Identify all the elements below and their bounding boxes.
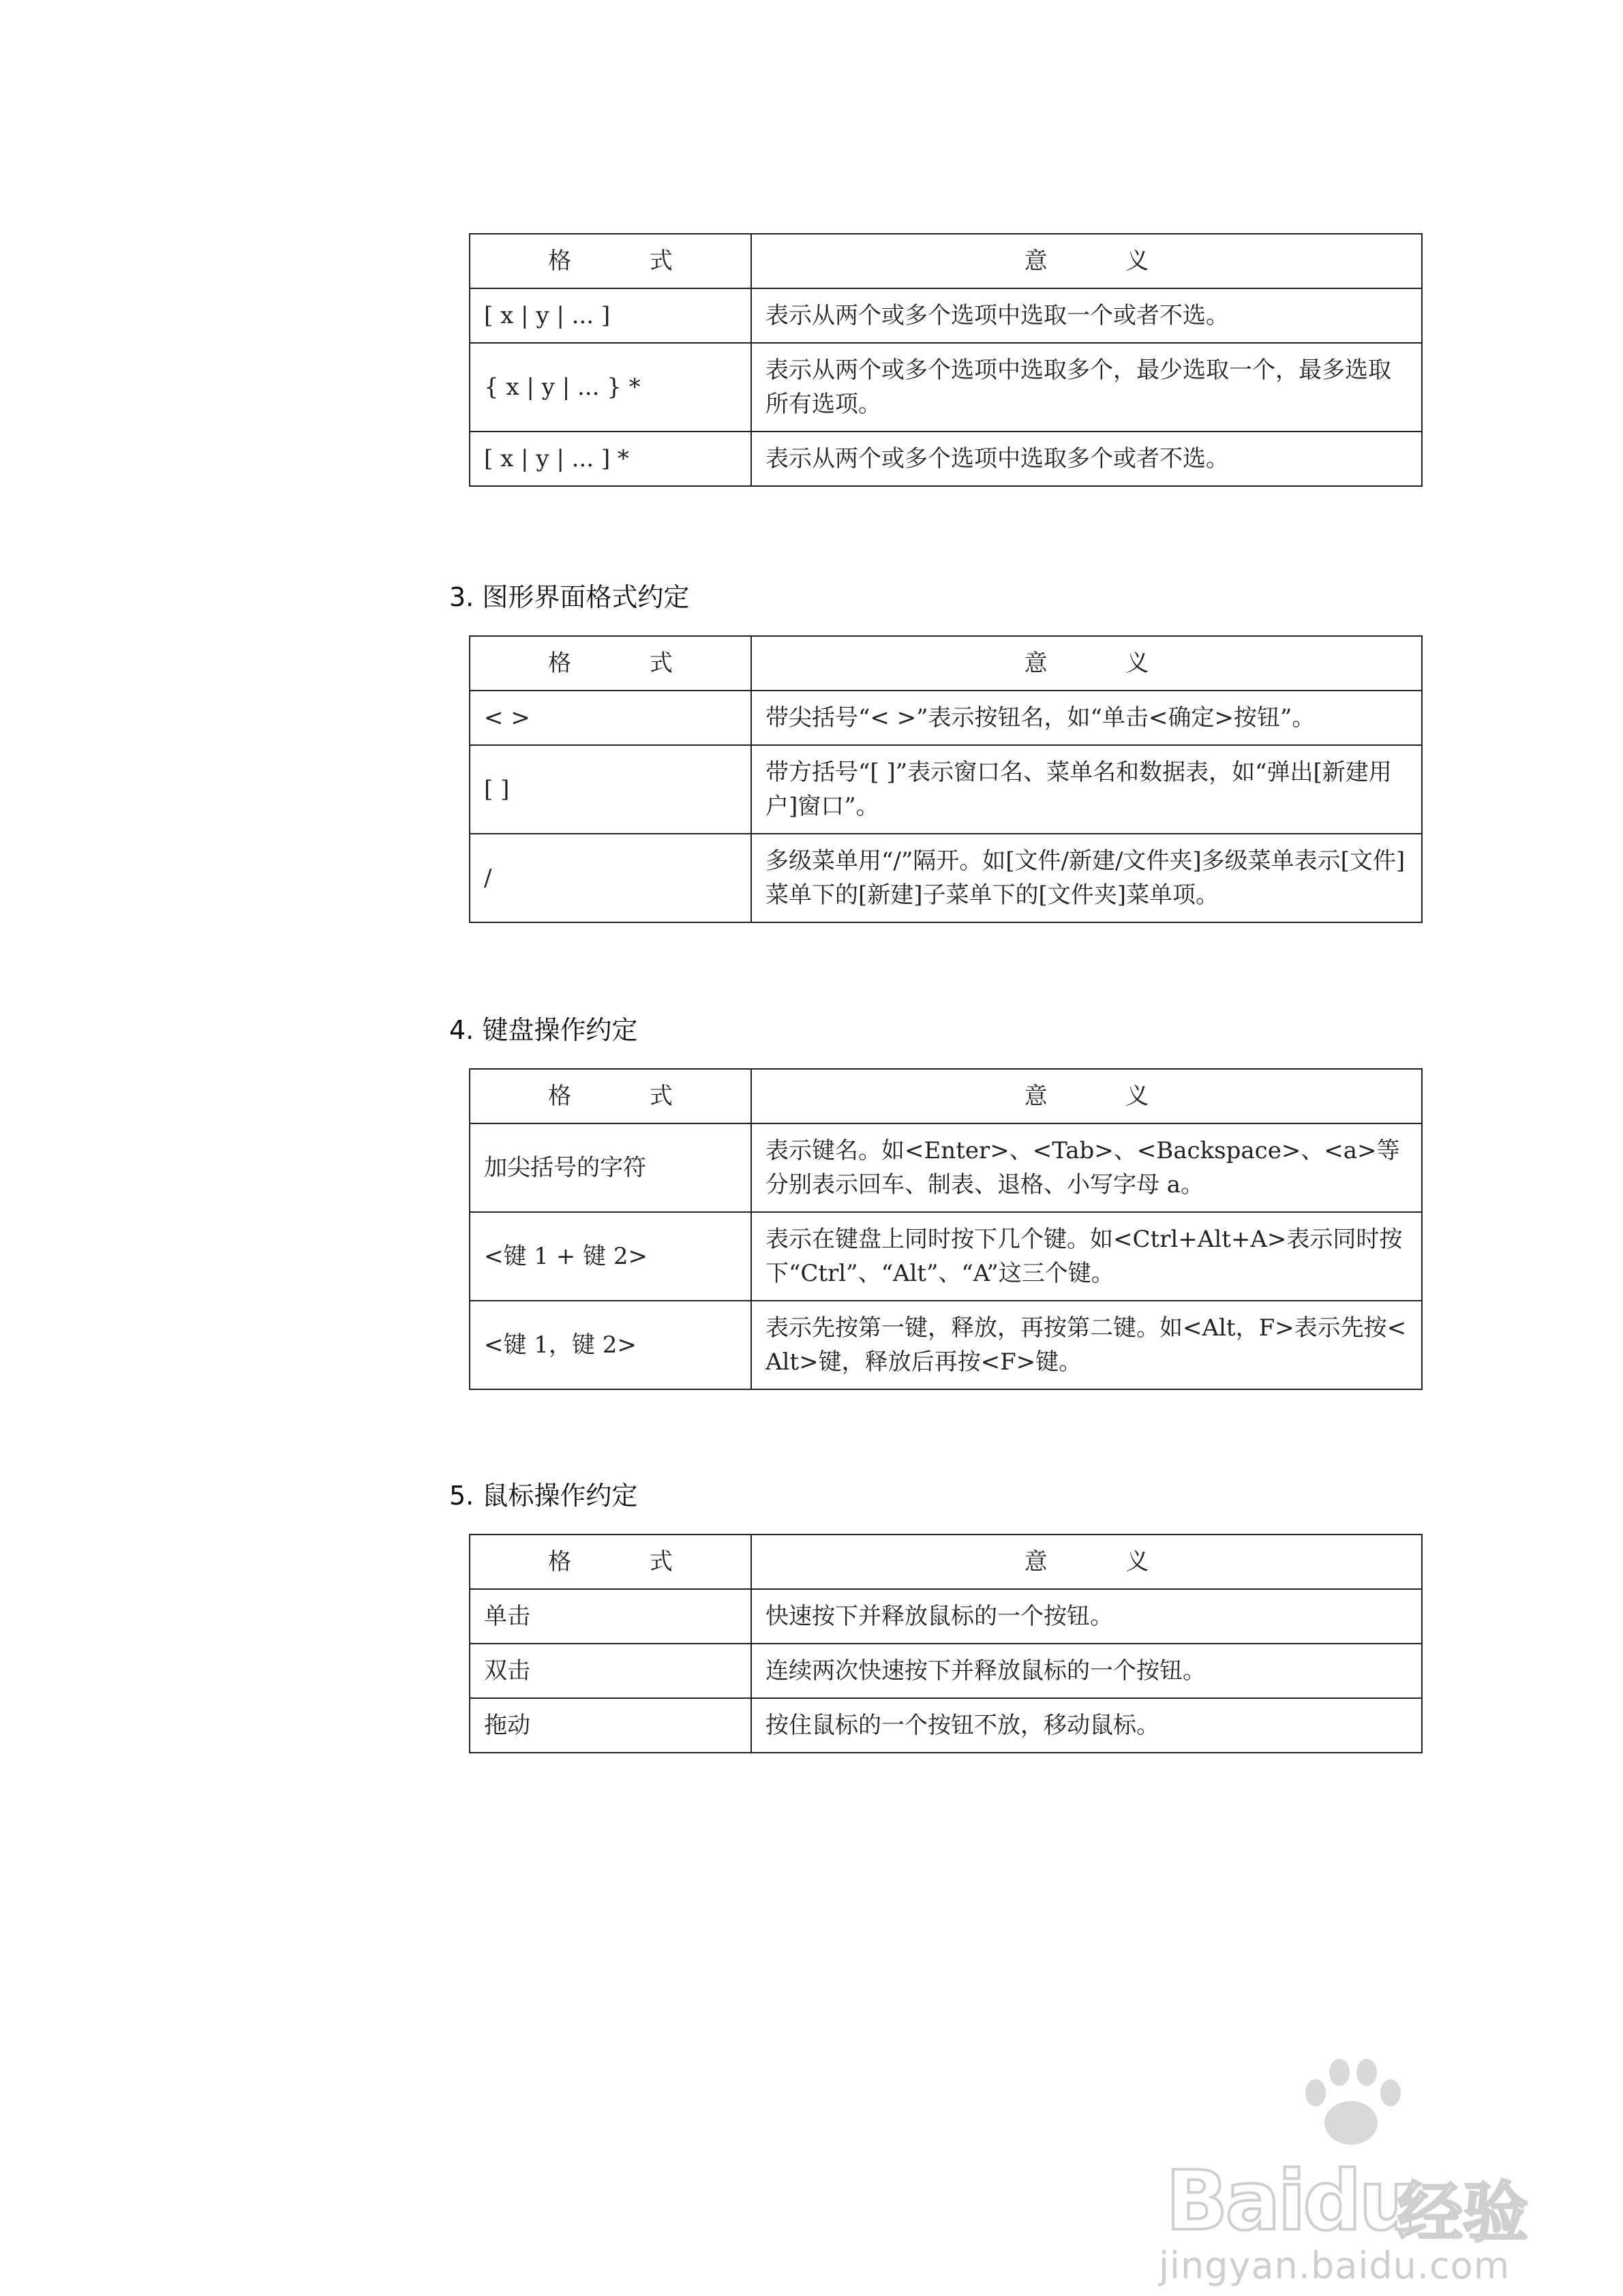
section-title-keyboard: 4. 键盘操作约定 bbox=[449, 1015, 638, 1045]
header-format: 格 式 bbox=[470, 1535, 751, 1589]
table-row bbox=[470, 1644, 1422, 1698]
watermark-brand: Baidu bbox=[1166, 2154, 1414, 2249]
cell-meaning: 快速按下并释放鼠标的一个按钮。 bbox=[751, 1589, 1422, 1644]
cell-meaning: 多级菜单用“/”隔开。如[文件/新建/文件夹]多级菜单表示[文件]菜单下的[新建]子菜单下的[文件夹]菜单项。 bbox=[751, 834, 1422, 922]
cell-meaning: 表示从两个或多个选项中选取多个或者不选。 bbox=[751, 432, 1422, 486]
cell-meaning: 带方括号“[ ]”表示窗口名、菜单名和数据表，如“弹出[新建用户]窗口”。 bbox=[751, 745, 1422, 834]
table-row bbox=[470, 1123, 1422, 1212]
cell-format: { x | y | ... } * bbox=[470, 343, 751, 432]
header-meaning: 意 义 bbox=[751, 636, 1422, 691]
table-header-row bbox=[470, 234, 1422, 288]
cell-format: [ ] bbox=[470, 745, 751, 834]
table-header-row bbox=[470, 636, 1422, 691]
table-row bbox=[470, 432, 1422, 486]
cell-format: < > bbox=[470, 691, 751, 745]
cell-format: 单击 bbox=[470, 1589, 751, 1644]
syntax-conventions-table bbox=[469, 233, 1423, 487]
cell-format: 拖动 bbox=[470, 1698, 751, 1753]
cell-format: <键 1 + 键 2> bbox=[470, 1212, 751, 1301]
watermark-cn: 经验 bbox=[1397, 2175, 1528, 2251]
keyboard-conventions-table bbox=[469, 1068, 1423, 1390]
gui-conventions-table bbox=[469, 635, 1423, 923]
table-row bbox=[470, 1301, 1422, 1389]
cell-meaning: 表示从两个或多个选项中选取多个，最少选取一个，最多选取所有选项。 bbox=[751, 343, 1422, 432]
section-title-gui: 3. 图形界面格式约定 bbox=[449, 582, 690, 612]
cell-format: <键 1，键 2> bbox=[470, 1301, 751, 1389]
mouse-conventions-table bbox=[469, 1534, 1423, 1753]
table-header-row bbox=[470, 1535, 1422, 1589]
cell-format: [ x | y | ... ] * bbox=[470, 432, 751, 486]
table-row bbox=[470, 691, 1422, 745]
cell-format: 双击 bbox=[470, 1644, 751, 1698]
header-meaning: 意 义 bbox=[751, 1535, 1422, 1589]
table-header-row bbox=[470, 1069, 1422, 1123]
header-format: 格 式 bbox=[470, 234, 751, 288]
table-row bbox=[470, 1589, 1422, 1644]
table-row bbox=[470, 1698, 1422, 1753]
cell-format: 加尖括号的字符 bbox=[470, 1123, 751, 1212]
header-meaning: 意 义 bbox=[751, 234, 1422, 288]
table-row bbox=[470, 288, 1422, 343]
cell-format: / bbox=[470, 834, 751, 922]
cell-meaning: 带尖括号“< >”表示按钮名，如“单击<确定>按钮”。 bbox=[751, 691, 1422, 745]
watermark-url: jingyan.baidu.com bbox=[1159, 2244, 1511, 2287]
header-format: 格 式 bbox=[470, 1069, 751, 1123]
table-row bbox=[470, 745, 1422, 834]
table-row bbox=[470, 343, 1422, 432]
cell-meaning: 表示键名。如<Enter>、<Tab>、<Backspace>、<a>等分别表示回车、制表、退格、小写字母 a。 bbox=[751, 1123, 1422, 1212]
cell-format: [ x | y | ... ] bbox=[470, 288, 751, 343]
paw-logo-icon bbox=[1299, 2052, 1401, 2154]
table-row bbox=[470, 834, 1422, 922]
cell-meaning: 表示从两个或多个选项中选取一个或者不选。 bbox=[751, 288, 1422, 343]
header-format: 格 式 bbox=[470, 636, 751, 691]
cell-meaning: 表示先按第一键，释放，再按第二键。如<Alt，F>表示先按<Alt>键，释放后再按<F>键。 bbox=[751, 1301, 1422, 1389]
header-meaning: 意 义 bbox=[751, 1069, 1422, 1123]
cell-meaning: 连续两次快速按下并释放鼠标的一个按钮。 bbox=[751, 1644, 1422, 1698]
section-title-mouse: 5. 鼠标操作约定 bbox=[449, 1481, 638, 1511]
baidu-jingyan-watermark bbox=[1152, 2052, 1534, 2287]
table-row bbox=[470, 1212, 1422, 1301]
cell-meaning: 按住鼠标的一个按钮不放，移动鼠标。 bbox=[751, 1698, 1422, 1753]
cell-meaning: 表示在键盘上同时按下几个键。如<Ctrl+Alt+A>表示同时按下“Ctrl”、“Alt”、“A”这三个键。 bbox=[751, 1212, 1422, 1301]
